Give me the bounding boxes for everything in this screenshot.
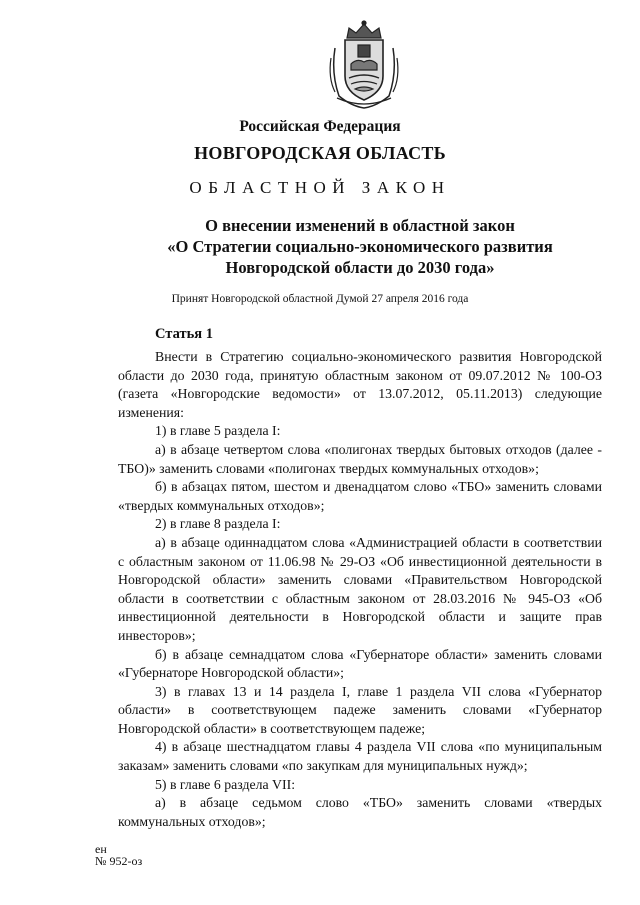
region-name: НОВГОРОДСКАЯ ОБЛАСТЬ — [194, 143, 446, 163]
law-title-line: «О Стратегии социально-экономического развития — [167, 237, 553, 256]
document-footer — [95, 843, 142, 867]
article-paragraph: 2) в главе 8 раздела I: — [155, 516, 281, 532]
article-paragraph: а) в абзаце седьмом слово «ТБО» заменить словами «твердых коммунальных отходов»; — [118, 795, 602, 829]
article-paragraph: б) в абзаце семнадцатом слова «Губернаторе области» заменить словами «Губернаторе Новгородской области»; — [118, 646, 602, 681]
law-title-line: О внесении изменений в областной закон — [205, 216, 515, 235]
law-title-line: Новгородской области до 2030 года» — [225, 258, 495, 277]
adoption-note: Принят Новгородской областной Думой 27 апреля 2016 года — [171, 293, 469, 305]
document-number: № 952-оз — [95, 854, 143, 868]
footer-initials: ен — [95, 842, 107, 856]
article-paragraph: 5) в главе 6 раздела VII: — [155, 776, 296, 792]
novgorod-coat-of-arms-icon — [327, 18, 401, 110]
article-body — [118, 348, 602, 831]
article-heading: Статья 1 — [155, 326, 213, 342]
article-paragraph: 4) в абзаце шестнадцатом главы 4 раздела VII слова «по муниципальным заказам» заменить словами «по закупкам для муниципальных нужд»; — [118, 739, 602, 774]
law-type: ОБЛАСТНОЙ ЗАКОН — [189, 178, 451, 197]
article-paragraph: б) в абзацах пятом, шестом и двенадцатом слово «ТБО» заменить словами «твердых коммунальных отходов»; — [118, 479, 602, 513]
article-paragraph: а) в абзаце четвертом слова «полигонах твердых бытовых отходов (далее - ТБО)» заменить словами «полигонах твердых коммунальных отходов»; — [118, 441, 602, 476]
law-title — [120, 215, 600, 278]
article-paragraph: 1) в главе 5 раздела I: — [155, 423, 281, 439]
country-name: Российская Федерация — [239, 118, 401, 135]
article-paragraph: 3) в главах 13 и 14 раздела I, главе 1 раздела VII слова «Губернатор области» в соответствующем падеже заменить словами «Губернатор Новгородской области» в соответствующем падеже; — [118, 683, 602, 736]
article-paragraph: Внести в Стратегию социально-экономического развития Новгородской области до 2030 года, принятую областным законом от 09.07.2012 № 100-ОЗ (газета «Новгородские ведомости» от 13.07.2012, 05.11.2013) следующие изменения: — [118, 349, 602, 420]
article-paragraph: а) в абзаце одиннадцатом слова «Администрацией области в соответствии с областным законом от 11.06.98 № 29-ОЗ «Об инвестиционной деятельности в Новгородской области» заменить словами «Правительством Новгородской области в соответствии с областным законом от 28.03.2016 № 945-ОЗ «Об инвестиционной деятельности в Новгородской области и защите прав инвесторов»; — [118, 534, 602, 643]
